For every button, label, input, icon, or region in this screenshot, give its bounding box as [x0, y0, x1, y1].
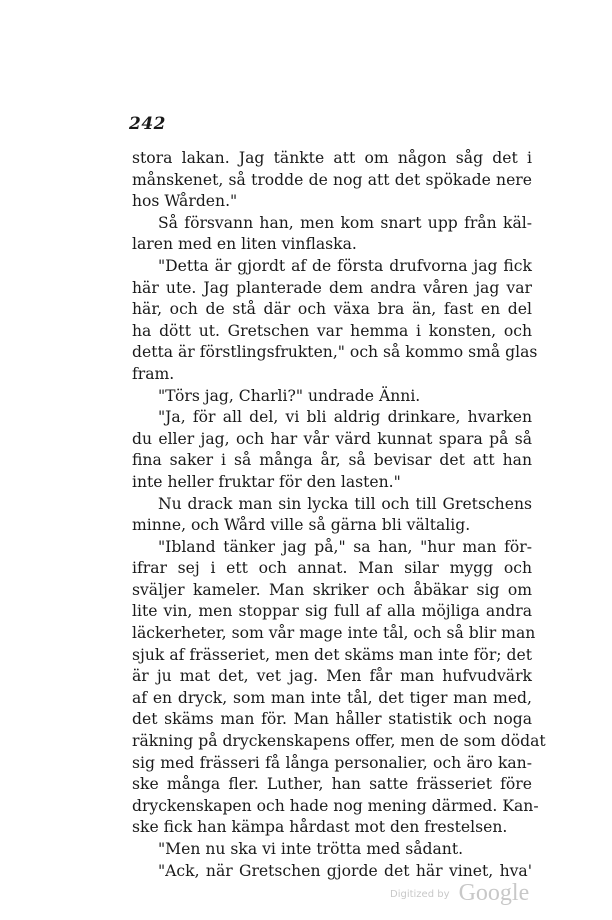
- text-line: detta är förstlingsfrukten," och så kommo små glas: [132, 343, 538, 362]
- text-line: af en dryck, som man inte tål, det tiger man med,: [132, 688, 532, 707]
- text-line: "Ja, för all del, vi bli aldrig drinkare, hvarken: [158, 408, 532, 427]
- text-line: laren med en liten vinflaska.: [132, 235, 357, 254]
- text-line: här ute. Jag planterade dem andra våren jag var: [132, 278, 532, 297]
- text-line: månskenet, så trodde de nog att det spökade nere: [132, 170, 532, 189]
- text-line: "Ibland tänker jag på," sa han, "hur man för-: [158, 537, 532, 556]
- text-line: fram.: [132, 364, 175, 383]
- text-line: hos Wården.": [132, 192, 238, 211]
- text-line: "Ack, när Gretschen gjorde det här vinet, hva': [158, 861, 532, 880]
- google-watermark: [390, 880, 529, 907]
- text-line: Så försvann han, men kom snart upp från käl-: [158, 213, 532, 232]
- text-line: räkning på dryckenskapens offer, men de som dödat: [132, 732, 546, 751]
- text-line: sväljer kameler. Man skriker och åbäkar sig om: [132, 580, 532, 599]
- text-block: [132, 148, 546, 882]
- text-line: läckerheter, som vår mage inte tål, och så blir man: [132, 624, 536, 643]
- text-line: minne, och Wård ville så gärna bli vältalig.: [132, 516, 471, 535]
- text-line: ske många fler. Luther, han satte frässeriet före: [132, 775, 532, 794]
- text-line: "Men nu ska vi inte trötta med sådant.: [158, 840, 464, 858]
- digitized-label: Digitized by: [390, 889, 450, 900]
- text-line: du eller jag, och har vår värd kunnat spara på så: [132, 429, 532, 448]
- text-line: "Detta är gjordt af de första drufvorna jag fick: [158, 256, 532, 275]
- text-line: Nu drack man sin lycka till och till Gretschens: [158, 494, 532, 513]
- text-line: sjuk af frässeriet, men det skäms man inte för; det: [132, 645, 532, 664]
- text-line: stora lakan. Jag tänkte att om någon såg det i: [132, 149, 532, 167]
- text-line: dryckenskapen och hade nog mening därmed. Kan-: [132, 796, 539, 815]
- text-line: inte heller fruktar för den lasten.": [132, 472, 401, 491]
- text-line: ha dött ut. Gretschen var hemma i konsten, och: [132, 321, 532, 340]
- text-line: fina saker i så många år, så bevisar det att han: [132, 451, 532, 470]
- text-line: lite vin, men stoppar sig full af alla möjliga andra: [132, 602, 532, 621]
- text-line: sig med frässeri få långa personalier, och äro kan-: [132, 753, 532, 772]
- google-logo: Google: [458, 880, 530, 906]
- text-line: här, och de stå där och växa bra än, fast en del: [132, 300, 532, 319]
- text-line: det skäms man för. Man håller statistik och noga: [132, 710, 532, 729]
- text-line: ifrar sej i ett och annat. Man silar mygg och: [132, 559, 532, 578]
- text-line: är ju mat det, vet jag. Men får man hufvudvärk: [132, 667, 532, 686]
- text-line: "Törs jag, Charli?" undrade Änni.: [158, 386, 421, 405]
- text-line: ske fick han kämpa hårdast mot den frestelsen.: [132, 818, 508, 837]
- page-number: 242: [129, 114, 166, 134]
